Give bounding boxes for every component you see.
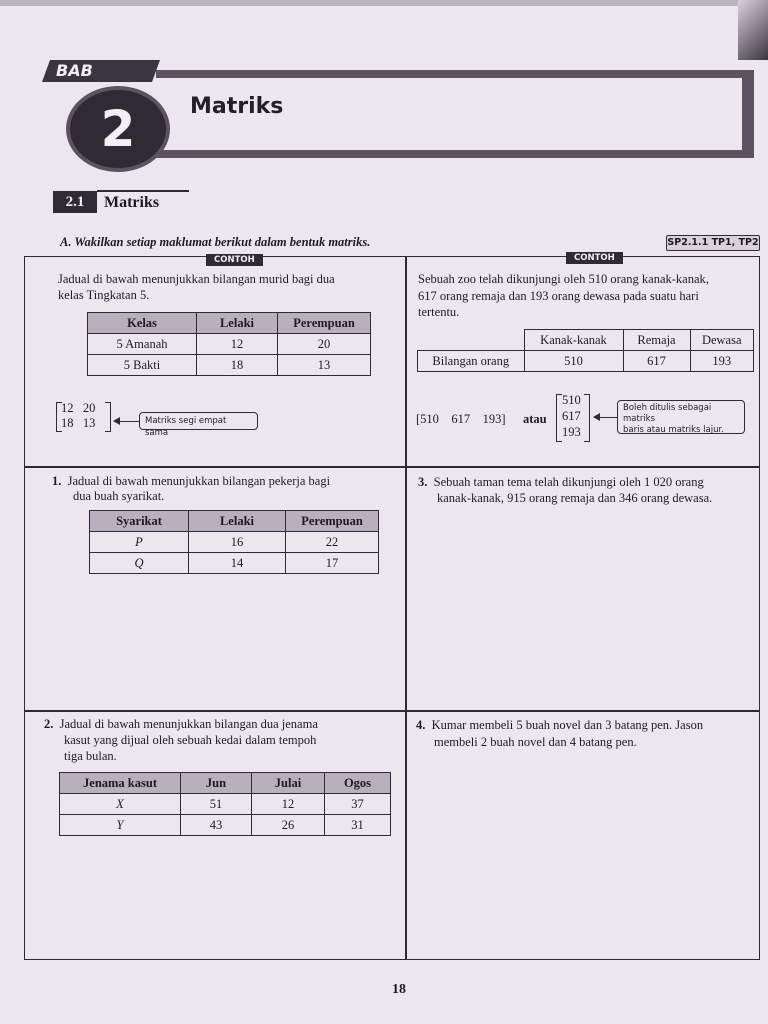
table-header: Lelaki: [197, 313, 278, 334]
table-cell: 617: [623, 351, 690, 372]
table-row: [88, 355, 371, 376]
grid-vertical-divider: [405, 256, 407, 960]
q3-answer-space[interactable]: [410, 512, 754, 705]
table-header-row: [60, 773, 391, 794]
table-cell: Y: [60, 815, 181, 836]
table-cell: 5 Bakti: [88, 355, 197, 376]
table-header: Kanak-kanak: [524, 330, 623, 351]
table-header: Julai: [252, 773, 325, 794]
table-header: Dewasa: [690, 330, 754, 351]
table-cell: 20: [278, 334, 371, 355]
q3-text-line1: [418, 474, 704, 490]
example1-callout: Matriks segi empat sama: [139, 412, 258, 430]
grid-row-divider-2: [24, 710, 760, 712]
table-header-row: [90, 511, 379, 532]
q1-text-line1: [52, 473, 330, 489]
example2-col-matrix-1: 510: [562, 393, 581, 407]
table-cell: 26: [252, 815, 325, 836]
table-cell: Q: [90, 553, 189, 574]
table-cell: 51: [181, 794, 252, 815]
example2-table: [417, 329, 754, 372]
table-row: [90, 532, 379, 553]
table-cell: 16: [189, 532, 286, 553]
grid-row-divider-1: [24, 466, 760, 468]
example2-row-matrix: [510 617 193]: [416, 412, 506, 426]
example1-text-line2: kelas Tingkatan 5.: [58, 288, 150, 302]
q2-text-line1: [44, 716, 318, 732]
table-cell: 5 Amanah: [88, 334, 197, 355]
table-cell: 18: [197, 355, 278, 376]
header-bar-bottom: [156, 150, 754, 158]
table-header: Syarikat: [90, 511, 189, 532]
table-cell: 510: [524, 351, 623, 372]
table-cell: 43: [181, 815, 252, 836]
table-cell: 14: [189, 553, 286, 574]
table-row: [418, 351, 754, 372]
q1-text: Jadual di bawah menunjukkan bilangan pekerja bagi: [67, 474, 331, 488]
q1-text-line2: dua buah syarikat.: [73, 489, 165, 503]
header-bar-right: [742, 74, 754, 154]
q3-text-line2: kanak-kanak, 915 orang remaja dan 346 orang dewasa.: [437, 491, 713, 505]
q1-number: 1.: [52, 474, 62, 488]
table-header: Jenama kasut: [60, 773, 181, 794]
table-cell: P: [90, 532, 189, 553]
q4-text: Kumar membeli 5 buah novel dan 3 batang pen. Jason: [431, 718, 704, 732]
section-rule: [97, 190, 189, 192]
section-number: 2.1: [53, 191, 97, 213]
q4-answer-space[interactable]: [410, 756, 754, 956]
table-header: Ogos: [325, 773, 391, 794]
q2-table: [59, 772, 391, 836]
example2-text-line1: Sebuah zoo telah dikunjungi oleh 510 orang kanak-kanak,: [418, 272, 709, 286]
matrix-bracket-right: [584, 394, 590, 442]
table-cell: 12: [252, 794, 325, 815]
header-bar-top: [156, 70, 754, 78]
page-corner-shadow: [738, 0, 768, 60]
table-cell: 22: [286, 532, 379, 553]
example2-callout-line1: Boleh ditulis sebagai matriks: [623, 403, 712, 424]
q1-table: [89, 510, 379, 574]
q2-number: 2.: [44, 717, 54, 731]
table-header: Remaja: [623, 330, 690, 351]
chapter-number: 2: [100, 100, 136, 158]
example1-matrix-row2: 18 13: [61, 416, 96, 430]
table-row: [90, 553, 379, 574]
q1-answer-space[interactable]: [30, 590, 400, 705]
example2-callout-line2: baris atau matriks lajur.: [623, 425, 724, 435]
table-header: Perempuan: [286, 511, 379, 532]
example1-text-line1: Jadual di bawah menunjukkan bilangan murid bagi dua: [58, 272, 335, 286]
table-header-row: [418, 330, 754, 351]
example1-matrix-row1: 12 20: [61, 401, 96, 415]
table-row: [60, 815, 391, 836]
example2-text-line3: tertentu.: [418, 305, 460, 319]
table-cell: 17: [286, 553, 379, 574]
table-cell: 31: [325, 815, 391, 836]
table-header: Jun: [181, 773, 252, 794]
table-cell: 37: [325, 794, 391, 815]
contoh-label-right: CONTOH: [566, 252, 623, 264]
example2-col-matrix-2: 617: [562, 409, 581, 423]
sp-badge: SP2.1.1 TP1, TP2: [666, 235, 760, 251]
instruction: A. Wakilkan setiap maklumat berikut dalam bentuk matriks.: [60, 235, 371, 249]
example2-atau: atau: [523, 412, 547, 426]
example2-col-matrix-3: 193: [562, 425, 581, 439]
example1-table: [87, 312, 371, 376]
chapter-title: Matriks: [190, 94, 284, 119]
q4-text-line2: membeli 2 buah novel dan 4 batang pen.: [434, 735, 637, 749]
arrow-line: [119, 421, 139, 422]
page-number: 18: [392, 982, 406, 997]
q3-text: Sebuah taman tema telah dikunjungi oleh 1 020 orang: [433, 475, 704, 489]
table-header: Kelas: [88, 313, 197, 334]
table-corner: [418, 330, 525, 351]
table-cell: 193: [690, 351, 754, 372]
table-cell: X: [60, 794, 181, 815]
top-edge: [0, 0, 768, 6]
q2-text-line2: kasut yang dijual oleh sebuah kedai dalam tempoh: [64, 733, 317, 747]
table-cell: 12: [197, 334, 278, 355]
q2-text: Jadual di bawah menunjukkan bilangan dua jenama: [59, 717, 318, 731]
table-row-label: Bilangan orang: [418, 351, 525, 372]
section-title: Matriks: [104, 194, 160, 211]
example2-text-line2: 617 orang remaja dan 193 orang dewasa pada suatu hari: [418, 289, 699, 303]
matrix-bracket-right: [105, 402, 111, 432]
q2-text-line3: tiga bulan.: [64, 749, 117, 763]
bab-label: BAB: [56, 61, 93, 80]
q2-answer-space[interactable]: [30, 852, 400, 956]
q4-number: 4.: [416, 718, 426, 732]
table-header-row: [88, 313, 371, 334]
table-header: Lelaki: [189, 511, 286, 532]
arrow-line: [599, 417, 617, 418]
table-cell: 13: [278, 355, 371, 376]
table-row: [88, 334, 371, 355]
q4-text-line1: [416, 717, 703, 733]
contoh-label-left: CONTOH: [206, 254, 263, 266]
example2-callout: [617, 400, 745, 434]
table-header: Perempuan: [278, 313, 371, 334]
table-row: [60, 794, 391, 815]
q3-number: 3.: [418, 475, 428, 489]
